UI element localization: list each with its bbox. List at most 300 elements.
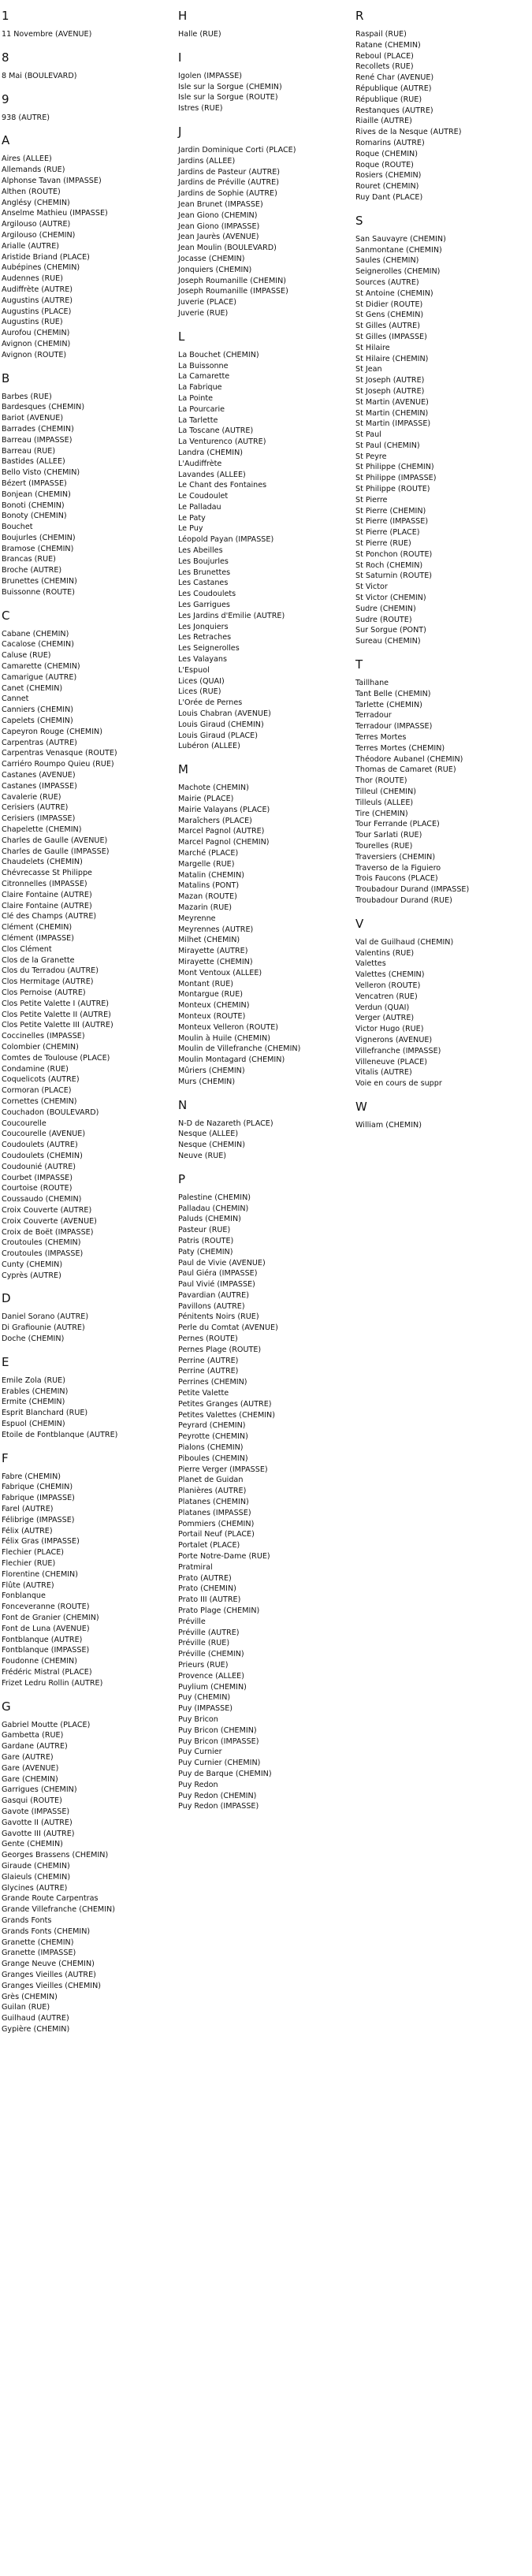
street-name: L'Audiffrète [178,459,222,468]
street-name: Marcel Pagnol (CHEMIN) [178,838,270,847]
group-letter-heading: N [178,1097,188,1112]
street-name: Moulin à Huile (CHEMIN) [178,1033,270,1043]
group-letter-heading: E [2,1354,9,1369]
letter-group [2,1450,167,1689]
letter-group [2,1354,167,1441]
street-name: Clos du Terradou (AUTRE) [2,966,99,976]
street-name: Traverso de la Figuiero [355,863,441,873]
street-name: Chapelette (CHEMIN) [2,825,82,835]
street-name: Cornettes (CHEMIN) [2,1096,77,1106]
street-name: Glaieuls (CHEMIN) [2,1872,71,1882]
group-letter-heading: V [355,916,364,931]
street-name: Paluds (CHEMIN) [178,1215,241,1224]
street-name: République (AUTRE) [355,84,432,93]
street-name: Citronnelles (IMPASSE) [2,880,87,888]
street-name: Coussaudo (CHEMIN) [2,1195,82,1204]
street-name: Camarette (CHEMIN) [2,662,80,672]
street-name: Terres Mortes [355,733,407,743]
street-name: Audennes (RUE) [2,274,63,284]
street-name: Puy Redon (IMPASSE) [178,1802,259,1811]
street-name: Bonoti (CHEMIN) [2,501,65,510]
street-name: St Gilles (IMPASSE) [355,332,427,341]
street-name: Augustins (PLACE) [2,307,72,316]
street-name: Nesque (CHEMIN) [178,1141,245,1150]
street-name: Fabrique (IMPASSE) [2,1494,75,1503]
street-name: Les Coudoulets [178,590,236,599]
street-name: Taillhane [355,679,389,688]
street-name: La Pointe [178,393,213,403]
street-name: Les Castanes [178,579,229,588]
street-name: Guilan (RUE) [2,2003,50,2012]
street-name: Gare (AVENUE) [2,1763,59,1773]
street-name: Barreau (RUE) [2,446,56,456]
street-name: Granges Vieilles (CHEMIN) [2,1981,101,1990]
group-letter-heading: 1 [2,9,9,23]
street-name: Piboules (CHEMIN) [178,1454,248,1463]
street-name: Granette (CHEMIN) [2,1938,74,1947]
street-name: Grands Fonts [2,1915,52,1925]
street-name: Petites Granges (AUTRE) [178,1399,272,1409]
street-name: 938 (AUTRE) [2,113,50,122]
street-name: Farel (AUTRE) [2,1505,54,1514]
street-name: Préville (CHEMIN) [178,1650,244,1659]
street-name: St Ponchon (ROUTE) [355,549,433,559]
street-name: La Venturenco (AUTRE) [178,437,266,447]
street-name: Claire Fontaine (AUTRE) [2,901,92,910]
street-name: Valettes [355,959,386,969]
street-name: Montargue (RUE) [178,990,244,1000]
street-name: Barbes (RUE) [2,392,52,401]
street-name: Augustins (RUE) [2,318,63,327]
street-name: Victor Hugo (RUE) [355,1025,424,1034]
street-name: Riaille (AUTRE) [355,117,412,126]
street-name: 11 Novembre (AVENUE) [2,30,92,39]
street-name: Jardin Dominique Corti (PLACE) [178,145,296,154]
letter-group [2,608,167,1282]
street-name: Isle sur la Sorgue (CHEMIN) [178,82,282,91]
street-name: Paty (CHEMIN) [178,1247,233,1256]
street-name: Puy (CHEMIN) [178,1693,231,1703]
letter-group [355,213,521,647]
street-name: Juverie (RUE) [178,308,229,318]
street-name: Coquelicots (AUTRE) [2,1075,80,1085]
street-name: Sudre (CHEMIN) [355,604,416,613]
street-name: La Tarlette [178,415,218,425]
street-name: Espuol (CHEMIN) [2,1420,65,1429]
street-name: Carriéro Roumpo Quieu (RUE) [2,760,114,769]
street-name: Les Brunettes [178,568,231,577]
street-name: Gabriel Moutte (PLACE) [2,1720,91,1729]
street-name: Flûte (AUTRE) [2,1580,54,1590]
street-name: St Antoine (CHEMIN) [355,288,433,298]
street-name: Recollets (RUE) [355,62,414,72]
street-name: Clos Petite Valette III (AUTRE) [2,1021,113,1030]
street-name: Seignerolles (CHEMIN) [355,267,441,277]
street-name: Bouchet [2,523,33,532]
street-name: Perrine (AUTRE) [178,1367,239,1376]
street-name: Isle sur la Sorgue (ROUTE) [178,93,278,102]
street-name: Croix Couverte (AUTRE) [2,1205,92,1215]
street-name: Puy Curnier [178,1748,222,1757]
street-name: Carpentras Venasque (ROUTE) [2,749,117,758]
street-name: Tilleuls (ALLEE) [355,798,414,807]
street-name: Courbet (IMPASSE) [2,1173,73,1182]
street-name: Ruy Dant (PLACE) [355,192,423,202]
street-name: Le Palladau [178,502,221,512]
street-name: St Pierre (PLACE) [355,528,420,538]
street-name: Avignon (CHEMIN) [2,339,71,348]
street-name: Bariot (AVENUE) [2,414,64,423]
street-name: St Victor [355,583,388,592]
letter-group [2,1699,167,2035]
letter-group [178,50,344,114]
street-name: Puy (IMPASSE) [178,1704,233,1714]
street-name: Argilouso (AUTRE) [2,220,71,229]
street-name: Le Puy [178,524,203,534]
street-name: Sudre (ROUTE) [355,615,412,624]
street-name: Istres (RUE) [178,104,223,114]
street-name: Murs (CHEMIN) [178,1077,236,1086]
street-name: Rosiers (CHEMIN) [355,171,422,181]
street-name: Di Grafiounie (AUTRE) [2,1323,85,1333]
street-name: Le Chant des Fontaines [178,481,267,490]
street-name: Moulin Montagard (CHEMIN) [178,1055,285,1065]
letter-group [178,329,344,752]
street-name: Pasteur (RUE) [178,1226,231,1235]
street-name: Grande Villefranche (CHEMIN) [2,1905,115,1915]
street-name: 8 Mai (BOULEVARD) [2,71,77,80]
street-name: Jean Giono (CHEMIN) [178,210,258,220]
street-name: Mirayette (AUTRE) [178,947,248,956]
index-column-3 [355,8,521,1141]
street-name: Roque (CHEMIN) [355,149,418,158]
street-name: Perle du Comtat (AVENUE) [178,1323,278,1333]
street-name: Les Seignerolles [178,644,240,653]
street-name: Puy de Barque (CHEMIN) [178,1769,272,1778]
letter-group [355,8,521,203]
letter-group [2,8,167,40]
street-name: Pénitents Noirs (RUE) [178,1312,259,1322]
street-name: St Hilaire [355,343,390,352]
street-name: Terradour (IMPASSE) [355,722,433,731]
street-name: Garrigues (CHEMIN) [2,1785,77,1795]
street-name: Les Valayans [178,655,228,664]
street-name: Couchadon (BOULEVARD) [2,1107,99,1117]
street-name: La Buissonne [178,361,229,370]
street-name: Lices (QUAI) [178,676,225,686]
street-name: Lavandes (ALLEE) [178,470,246,479]
street-name: Félix Gras (IMPASSE) [2,1537,80,1547]
street-name: Font de Luna (AVENUE) [2,1624,90,1633]
street-name: Troubadour Durand (IMPASSE) [355,885,470,895]
street-name: Ratane (CHEMIN) [355,40,421,50]
street-name: Sources (AUTRE) [355,277,419,287]
street-name: Camarigue (AUTRE) [2,672,77,682]
street-name: Planet de Guidan [178,1476,244,1485]
street-name: Raspail (RUE) [355,30,407,39]
street-name: Cacalose (CHEMIN) [2,640,74,650]
street-name: Puy Curnier (CHEMIN) [178,1759,261,1768]
street-name: Pavillons (AUTRE) [178,1301,245,1311]
street-name: Peyrotte (CHEMIN) [178,1432,248,1442]
street-name: Tour Ferrande (PLACE) [355,820,440,829]
street-name: Erables (CHEMIN) [2,1387,69,1396]
group-letter-heading: 8 [2,50,9,65]
street-name: St Peyre [355,452,387,461]
street-name: Brunettes (CHEMIN) [2,577,77,586]
street-name: Fontblanque (AUTRE) [2,1635,83,1644]
street-name: Marcel Pagnol (AUTRE) [178,827,265,836]
street-name: Fabre (CHEMIN) [2,1472,61,1481]
group-letter-heading: S [355,213,363,228]
street-name: Meyrennes (AUTRE) [178,925,254,934]
street-name: Canet (CHEMIN) [2,683,63,693]
street-name: Thor (ROUTE) [355,776,407,786]
street-name: Paul Vivié (IMPASSE) [178,1280,255,1290]
street-name: Félix (AUTRE) [2,1526,53,1536]
street-name: L'Espuol [178,665,210,675]
street-name: Capeyron Rouge (CHEMIN) [2,727,102,736]
street-name: Gypière (CHEMIN) [2,2024,70,2034]
street-name: St Saturnin (ROUTE) [355,571,433,581]
letter-group [2,1290,167,1344]
street-name: Croix Couverte (AVENUE) [2,1216,97,1226]
street-name: St Joseph (AUTRE) [355,386,425,396]
street-name: Croix de Boët (IMPASSE) [2,1227,94,1237]
street-name: Coccinelles (IMPASSE) [2,1032,85,1041]
street-name: Gare (CHEMIN) [2,1774,58,1784]
street-name: St Martin (IMPASSE) [355,419,431,429]
street-name: Courtoise (ROUTE) [2,1184,73,1193]
street-name: Velleron (ROUTE) [355,981,421,990]
street-name: Les Jardins d'Emilie (AUTRE) [178,611,285,620]
street-name: Mairie Valayans (PLACE) [178,805,270,814]
street-name: Charles de Gaulle (AVENUE) [2,836,108,845]
street-name: Georges Brassens (CHEMIN) [2,1851,109,1860]
street-name: Bardesques (CHEMIN) [2,403,85,412]
group-letter-heading: M [178,762,188,777]
street-name: Louis Giraud (CHEMIN) [178,720,264,729]
street-name: Clos Pernoise (AUTRE) [2,988,86,997]
street-name: Margelle (RUE) [178,859,235,869]
street-name: Grands Fonts (CHEMIN) [2,1926,91,1936]
street-name: République (RUE) [355,95,422,104]
group-letter-heading: A [2,133,10,148]
street-name: St Pierre (CHEMIN) [355,506,426,516]
street-name: Gambetta (RUE) [2,1731,64,1740]
street-name: Boujurles (CHEMIN) [2,533,76,542]
street-name: Chévrecasse St Philippe [2,869,92,878]
street-name: Val de Guilhaud (CHEMIN) [355,937,454,947]
street-name: Jardins de Sophie (AUTRE) [178,189,277,199]
street-name: Voie en cours de suppr [355,1079,442,1089]
street-name: Canniers (CHEMIN) [2,705,74,715]
street-name: Clément (IMPASSE) [2,933,74,943]
street-name: Mont Ventoux (ALLEE) [178,968,262,977]
index-column-1 [2,8,167,2045]
letter-group [355,657,521,906]
street-name: St Paul (CHEMIN) [355,441,420,450]
street-name: Flechier (PLACE) [2,1548,64,1558]
street-name: Font de Granier (CHEMIN) [2,1614,99,1623]
street-name: Pratmiral [178,1562,213,1572]
street-name: Croutoules (CHEMIN) [2,1238,81,1248]
street-name: Gavotte III (AUTRE) [2,1829,75,1838]
street-name: Mazarin (RUE) [178,903,233,912]
street-name: Prato III (AUTRE) [178,1595,241,1605]
street-name: Gavotte II (AUTRE) [2,1818,73,1827]
street-name: Flechier (RUE) [2,1559,56,1569]
street-name: San Sauvayre (CHEMIN) [355,234,446,244]
street-name: Grande Route Carpentras [2,1894,99,1904]
street-name: Coudoulets (AUTRE) [2,1141,78,1150]
street-name: Pernes (ROUTE) [178,1335,238,1344]
street-name: Carpentras (AUTRE) [2,738,77,747]
street-name: Chaudelets (CHEMIN) [2,858,83,867]
street-name: Verger (AUTRE) [355,1014,415,1023]
street-name: St Pierre [355,495,388,504]
street-name: Peyrard (CHEMIN) [178,1421,246,1431]
street-name: Valettes (CHEMIN) [355,970,425,980]
street-name: N-D de Nazareth (PLACE) [178,1119,273,1128]
street-name: Clé des Champs (AUTRE) [2,912,97,921]
street-name: Jonquiers (CHEMIN) [178,265,252,274]
street-name: Porte Notre-Dame (RUE) [178,1552,270,1562]
street-name: Jardins de Pasteur (AUTRE) [178,167,281,177]
street-name: Aurofou (CHEMIN) [2,329,70,338]
street-name: Théodore Aubanel (CHEMIN) [355,754,463,764]
street-name: Machote (CHEMIN) [178,784,249,793]
street-name: Mirayette (CHEMIN) [178,957,253,966]
street-name: Provence (ALLEE) [178,1671,244,1681]
street-name: Vignerons (AVENUE) [355,1035,433,1044]
street-name: St Pierre (RUE) [355,539,411,549]
street-name: Rives de la Nesque (AUTRE) [355,128,462,137]
street-name: Prieurs (RUE) [178,1660,229,1670]
group-letter-heading: I [178,50,182,65]
letter-group [178,124,344,319]
street-name: Palestine (CHEMIN) [178,1193,251,1202]
street-name: Jocasse (CHEMIN) [178,254,245,263]
street-name: St Martin (CHEMIN) [355,408,429,418]
street-name: Gasqui (ROUTE) [2,1796,62,1806]
street-name: Pierre Verger (IMPASSE) [178,1465,268,1474]
street-name: Tant Belle (CHEMIN) [355,689,431,698]
street-name: St Joseph (AUTRE) [355,376,425,385]
street-name: Monteux (CHEMIN) [178,1001,250,1011]
street-name: Juverie (PLACE) [178,298,237,307]
street-name: Clément (CHEMIN) [2,923,73,932]
street-name: Fonblanque [2,1591,46,1601]
street-name: Romarins (AUTRE) [355,138,425,147]
street-name: Allemands (RUE) [2,166,65,175]
street-name: Tourelles (RUE) [355,841,413,851]
street-name: Cannet [2,694,29,704]
street-name: Prato (CHEMIN) [178,1584,236,1594]
street-name: Coucourelle (AVENUE) [2,1130,86,1139]
street-name: Joseph Roumanille (IMPASSE) [178,287,288,296]
street-name: Patris (ROUTE) [178,1236,234,1245]
group-letter-heading: G [2,1699,11,1714]
group-letter-heading: D [2,1291,11,1306]
street-name: Pernes Plage (ROUTE) [178,1345,262,1354]
street-name: Fabrique (CHEMIN) [2,1483,73,1492]
street-name: Clos Hermitage (AUTRE) [2,977,94,987]
street-name: St Philippe (CHEMIN) [355,463,434,472]
street-name: Nesque (ALLEE) [178,1130,239,1139]
group-letter-heading: C [2,608,10,623]
street-name: Préville (RUE) [178,1639,230,1648]
street-name: Léopold Payan (IMPASSE) [178,535,274,545]
street-name: St Jean [355,365,382,374]
letter-group [2,132,167,360]
group-letter-heading: P [178,1171,186,1186]
street-name: Aubépines (CHEMIN) [2,263,80,273]
street-name: Portalet (PLACE) [178,1541,240,1550]
street-name: Cerisiers (IMPASSE) [2,814,76,824]
street-name: Terradour [355,711,392,720]
street-name: Jardins de Préville (AUTRE) [178,178,279,188]
street-name: Argilouso (CHEMIN) [2,230,76,240]
street-name: Cerisiers (AUTRE) [2,803,69,813]
letter-group [178,1171,344,1812]
street-name: Louis Chabran (AVENUE) [178,709,271,719]
street-name: Florentine (CHEMIN) [2,1569,78,1579]
street-name: Granges Vieilles (AUTRE) [2,1970,96,1979]
letter-group [178,1097,344,1162]
street-name: Castanes (IMPASSE) [2,781,77,791]
street-name: Anglésy (CHEMIN) [2,198,70,207]
street-name: Prato (AUTRE) [178,1573,232,1583]
street-name: Clos Petite Valette II (AUTRE) [2,1010,111,1019]
street-name: Capelets (CHEMIN) [2,717,73,726]
street-name: Cormoran (PLACE) [2,1086,72,1096]
street-name: Gardane (AUTRE) [2,1742,68,1751]
street-name: Cavalerie (RUE) [2,792,61,802]
street-name: Broche (AUTRE) [2,566,62,575]
street-name: Vencatren (RUE) [355,992,418,1001]
street-name: Comtes de Toulouse (PLACE) [2,1053,110,1063]
letter-group [178,8,344,40]
street-name: Landra (CHEMIN) [178,448,244,457]
street-name: Jean Jaurès (AVENUE) [178,233,259,242]
street-name: Monteux Velleron (ROUTE) [178,1022,279,1032]
street-name: Le Paty [178,513,206,523]
street-name: Aires (ALLEE) [2,154,52,164]
street-name: Verdun (QUAI) [355,1003,410,1012]
street-name: Prato Plage (CHEMIN) [178,1606,260,1615]
group-letter-heading: T [355,657,363,672]
street-name: Terres Mortes (CHEMIN) [355,743,445,753]
street-name: Jean Moulin (BOULEVARD) [178,244,277,253]
street-name: Jean Giono (IMPASSE) [178,221,260,231]
street-name: Planières (AUTRE) [178,1487,247,1496]
index-column-2 [178,8,344,1822]
street-name: Tarlette (CHEMIN) [355,700,422,709]
street-name: Buissonne (ROUTE) [2,587,75,597]
group-letter-heading: F [2,1450,9,1465]
street-name: Gare (AUTRE) [2,1752,54,1762]
street-name: Mairie (PLACE) [178,795,234,804]
street-name: Fontblanque (IMPASSE) [2,1646,90,1655]
street-name: Pialons (CHEMIN) [178,1443,244,1453]
street-name: Caluse (RUE) [2,651,51,661]
street-name: Puy Redon [178,1780,218,1789]
street-name: Préville (AUTRE) [178,1628,240,1637]
letter-group [2,50,167,82]
street-name: Aristide Briand (PLACE) [2,252,90,262]
group-letter-heading: B [2,370,10,385]
